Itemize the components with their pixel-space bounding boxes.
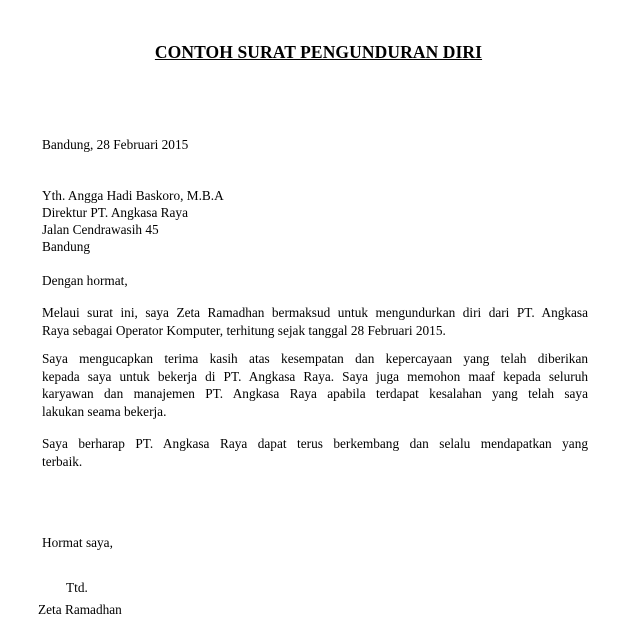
salutation: Dengan hormat, xyxy=(42,273,128,288)
paragraph-line: Saya berharap PT. Angkasa Raya dapat terus berkembang dan selalu mendapatkan yang xyxy=(42,436,588,451)
sender-name: Zeta Ramadhan xyxy=(38,602,122,617)
closing: Hormat saya, xyxy=(42,535,113,550)
letter-title: CONTOH SURAT PENGUNDURAN DIRI xyxy=(154,42,483,62)
signature-mark: Ttd. xyxy=(66,580,88,595)
paragraph-line: Saya mengucapkan terima kasih atas kesempatan dan kepercayaan yang telah diberikan xyxy=(42,351,588,366)
date-line: Bandung, 28 Februari 2015 xyxy=(42,137,189,152)
recipient-city: Bandung xyxy=(42,239,91,254)
paragraph-line: lakukan seama bekerja. xyxy=(42,403,167,419)
paragraph-line: Raya sebagai Operator Komputer, terhitung sejak tanggal 28 Februari 2015. xyxy=(42,322,446,338)
paragraph-line: kepada saya untuk bekerja di PT. Angkasa Raya. Saya juga memohon maaf kepada seluruh xyxy=(42,368,588,384)
recipient-name: Yth. Angga Hadi Baskoro, M.B.A xyxy=(42,188,224,203)
recipient-title: Direktur PT. Angkasa Raya xyxy=(42,205,188,220)
recipient-street: Jalan Cendrawasih 45 xyxy=(42,222,159,237)
paragraph-resignation xyxy=(42,304,588,339)
paragraph-line: karyawan dan manajemen PT. Angkasa Raya apabila terdapat kesalahan yang telah saya xyxy=(42,386,588,401)
paragraph-line: Melaui surat ini, saya Zeta Ramadhan bermaksud untuk mengundurkan diri dari PT. Angkasa xyxy=(42,305,588,320)
paragraph-line: terbaik. xyxy=(42,453,83,469)
paragraph-hope xyxy=(42,435,588,470)
paragraph-thanks xyxy=(42,350,588,420)
